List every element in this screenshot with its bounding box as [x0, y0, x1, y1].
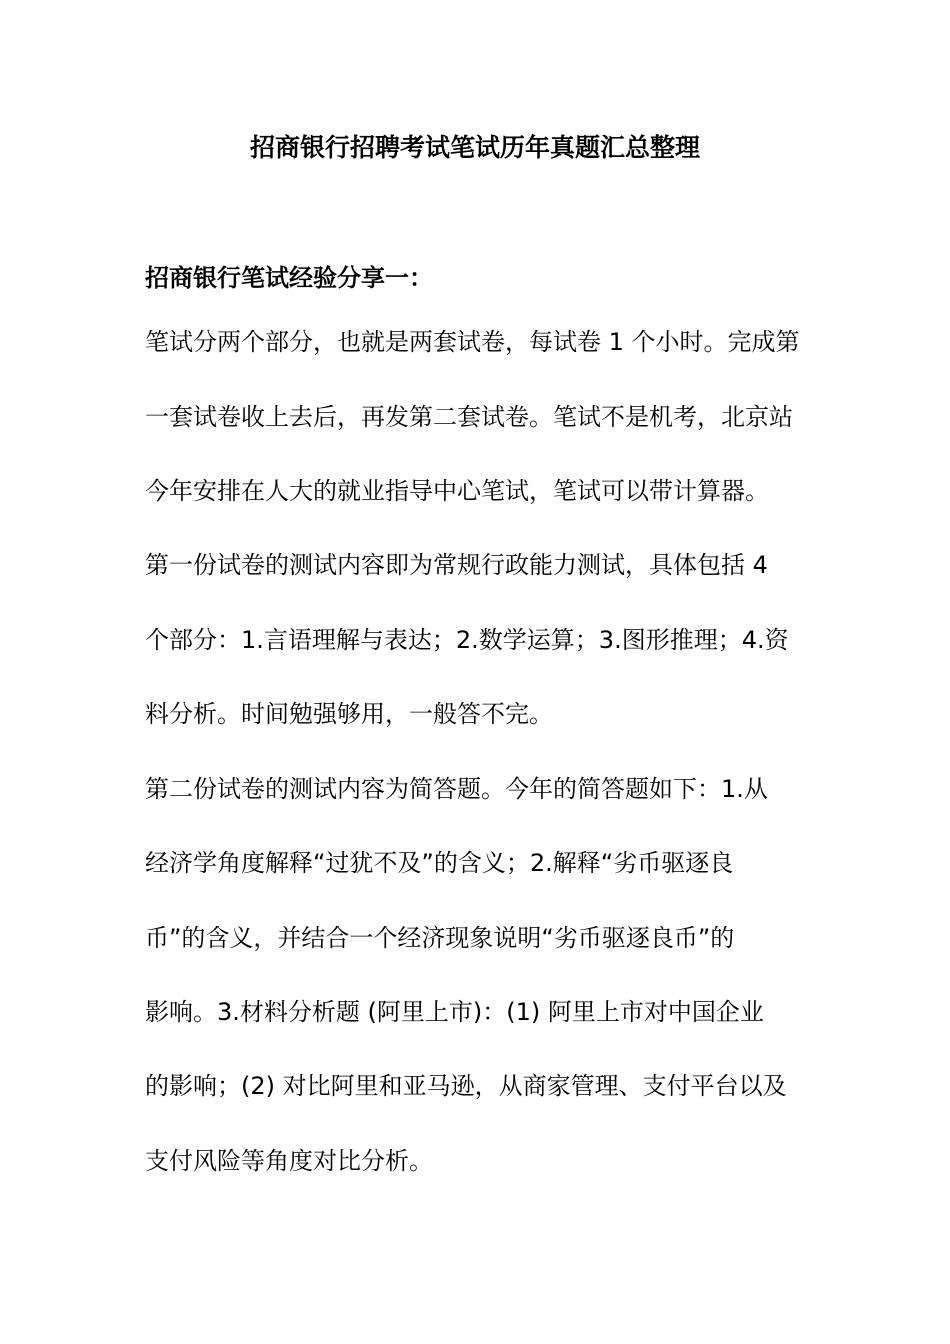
paragraph-line: 今年安排在人大的就业指导中心笔试，笔试可以带计算器。 — [145, 477, 769, 505]
paragraph-line: 一套试卷收上去后，再发第二套试卷。笔试不是机考，北京站 — [145, 403, 793, 431]
paragraph-line: 币”的含义，并结合一个经济现象说明“劣币驱逐良币”的 — [145, 924, 735, 952]
paragraph-line: 经济学角度解释“过犹不及”的含义；2.解释“劣币驱逐良 — [145, 849, 734, 877]
paragraph-line: 笔试分两个部分，也就是两套试卷，每试卷 1 个小时。完成第 — [145, 328, 800, 356]
paragraph-line: 第一份试卷的测试内容即为常规行政能力测试，具体包括 4 — [145, 551, 768, 579]
paragraph-line: 第二份试卷的测试内容为简答题。今年的简答题如下：1.从 — [145, 775, 768, 803]
paragraph-line: 影响。3.材料分析题 (阿里上市)：(1) 阿里上市对中国企业 — [145, 998, 764, 1026]
paragraph-line: 支付风险等角度对比分析。 — [145, 1147, 433, 1175]
paragraph-line: 料分析。时间勉强够用，一般答不完。 — [145, 700, 553, 728]
paragraph-line: 个部分：1.言语理解与表达；2.数学运算；3.图形推理；4.资 — [145, 626, 789, 654]
paragraph-line: 的影响；(2) 对比阿里和亚马逊，从商家管理、支付平台以及 — [145, 1072, 787, 1100]
document-title: 招商银行招聘考试笔试历年真题汇总整理 — [249, 133, 700, 162]
section-heading: 招商银行笔试经验分享一： — [145, 263, 433, 292]
